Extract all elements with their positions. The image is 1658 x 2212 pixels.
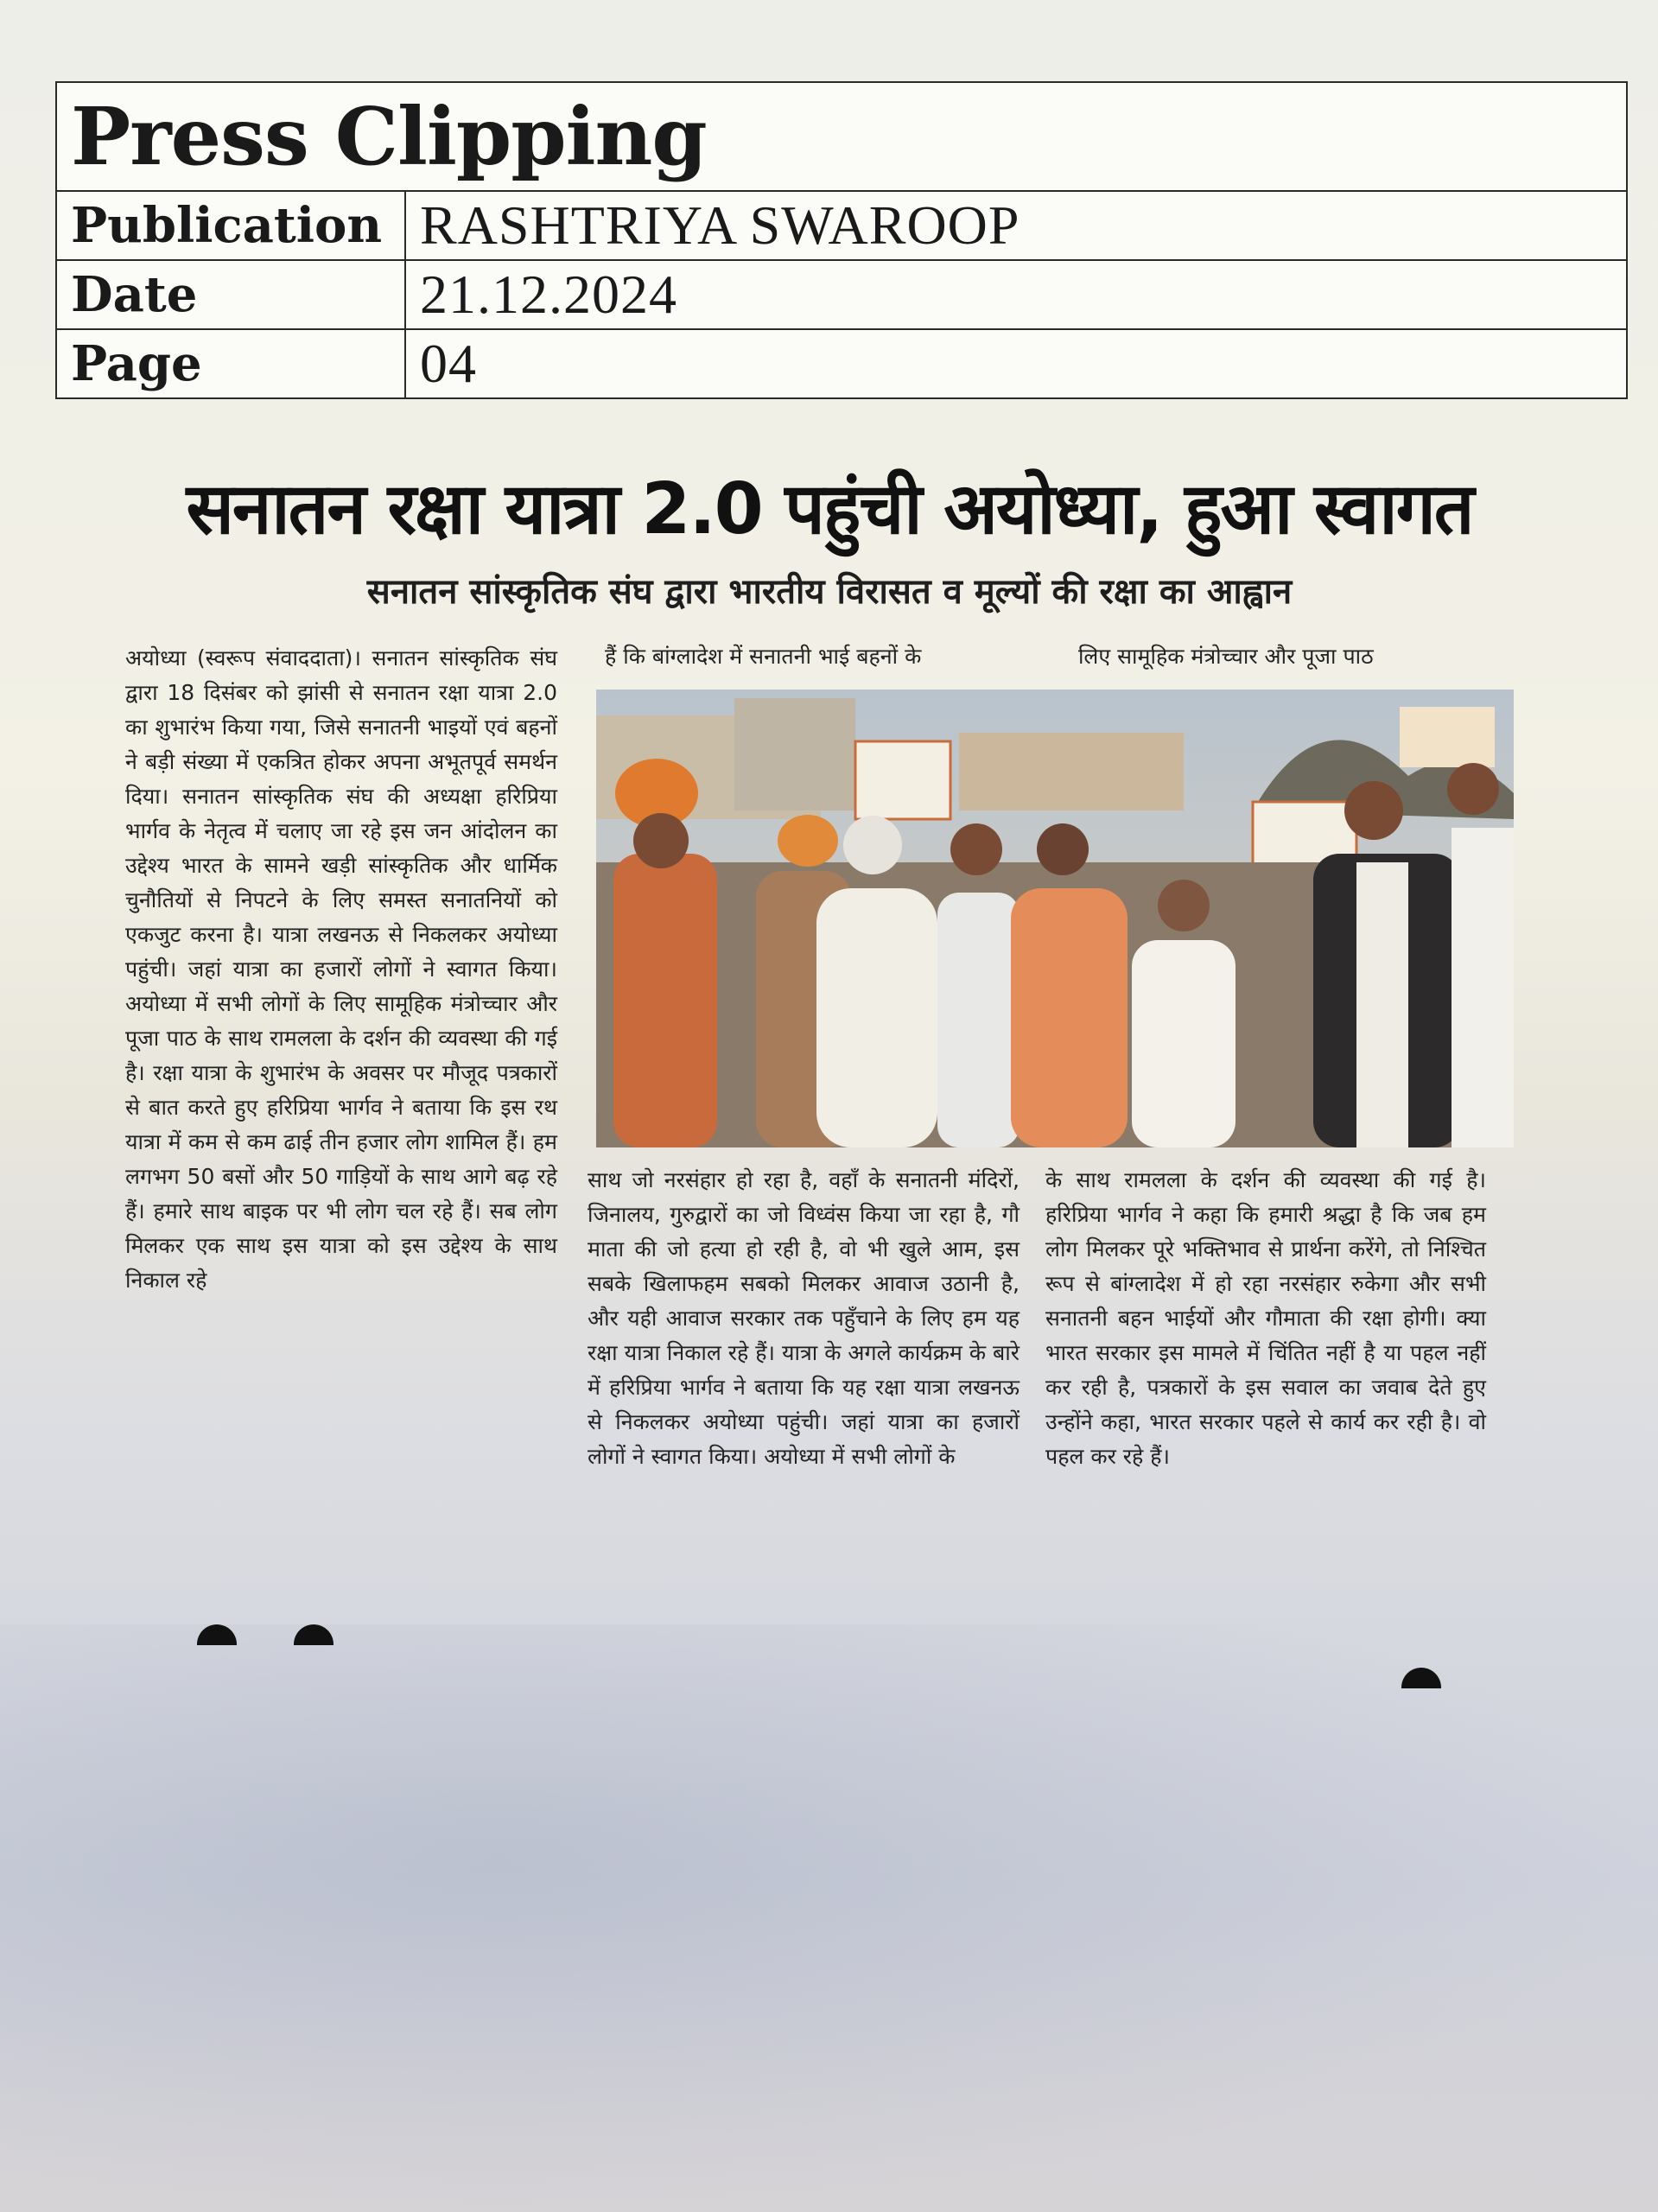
column-3-top-text: लिए सामूहिक मंत्रोच्चार और पूजा पाठ [1077, 644, 1374, 669]
page-label: Page [56, 329, 405, 398]
article-subheadline: सनातन सांस्कृतिक संघ द्वारा भारतीय विरासत व मूल्यों की रक्षा का आह्वान [366, 571, 1293, 612]
page-value: 04 [405, 329, 1627, 398]
group-photo-illustration [596, 690, 1514, 1147]
publication-label: Publication [56, 191, 405, 260]
column-2-top-text: हैं कि बांग्लादेश में सनातनी भाई बहनों के [605, 644, 922, 669]
article-headline: सनातन रक्षा यात्रा 2.0 पहुंची अयोध्या, हुआ स्वागत [186, 468, 1473, 550]
date-value: 21.12.2024 [405, 260, 1627, 329]
publication-value: RASHTRIYA SWAROOP [405, 191, 1627, 260]
article-column-3: के साथ रामलला के दर्शन की व्यवस्था की गई है। हरिप्रिया भार्गव ने कहा कि हमारी श्रद्धा है कि जब हम लोग मिलकर पूरे भक्तिभाव से प्रार्थना करेंगे, तो निश्चित रूप से बांग्लादेश में हो रहा नरसंहार रुकेगा और सभी सनातनी बहन भाईयों और गौमाता की रक्षा होगी। क्या भारत सरकार इस मामले में चिंतित नहीं है या पहल नहीं कर रही है, पत्रकारों के इस सवाल का जवाब देते हुए उन्होंने कहा, भारत सरकार पहले से कार्य कर रही है। वो पहल कर रहे हैं। [1045, 1167, 1486, 1469]
clipping-title: Press Clipping [56, 82, 1627, 191]
photo-caption-line [605, 641, 1512, 679]
date-label: Date [56, 260, 405, 329]
article-photo [596, 690, 1514, 1147]
article-column-1: अयोध्या (स्वरूप संवाददाता)। सनातन सांस्कृतिक संघ द्वारा 18 दिसंबर को झांसी से सनातन रक्षा यात्रा 2.0 का शुभारंभ किया गया, जिसे सनातनी भाइयों एवं बहनों ने बड़ी संख्या में एकत्रित होकर अपना अभूतपूर्व समर्थन दिया। सनातन सांस्कृतिक संघ की अध्यक्षा हरिप्रिया भार्गव के नेतृत्व में चलाए जा रहे इस जन आंदोलन का उद्देश्य भारत के सामने खड़ी सांस्कृतिक और धार्मिक चुनौतियों से निपटने के लिए समस्त सनातनियों को एकजुट करना है। यात्रा लखनऊ से निकलकर अयोध्या पहुंची। जहां यात्रा का हजारों लोगों ने स्वागत किया। अयोध्या में सभी लोगों के लिए सामूहिक मंत्रोच्चार और पूजा पाठ के साथ रामलला के दर्शन की व्यवस्था की गई है। रक्षा यात्रा के शुभारंभ के अवसर पर मौजूद पत्रकारों से बात करते हुए हरिप्रिया भार्गव ने बताया कि इस रथ यात्रा में कम से कम ढाई तीन हजार लोग शामिल हैं। हम लगभग 50 बसों और 50 गाड़ियों के साथ आगे बढ़ रहे हैं। हमारे साथ बाइक पर भी लोग चल रहे हैं। सब लोग मिलकर एक साथ इस यात्रा को इस उद्देश्य के साथ निकाल रहे [125, 645, 557, 1293]
press-clipping-table [55, 81, 1628, 399]
page-shadow [0, 1624, 1658, 2212]
article-column-2: साथ जो नरसंहार हो रहा है, वहाँ के सनातनी मंदिरों, जिनालय, गुरुद्वारों का जो विध्वंस किया जा रहा है, गौ माता की जो हत्या हो रही है, वो भी खुले आम, इस सबके खिलाफहम सबको मिलकर आवाज उठानी है, और यही आवाज सरकार तक पहुँचाने के लिए हम यह रक्षा यात्रा निकाल रहे हैं। यात्रा के अगले कार्यक्रम के बारे में हरिप्रिया भार्गव ने बताया कि यह रक्षा यात्रा लखनऊ से निकलकर अयोध्या पहुंची। जहां यात्रा का हजारों लोगों ने स्वागत किया। अयोध्या में सभी लोगों के [588, 1167, 1020, 1469]
